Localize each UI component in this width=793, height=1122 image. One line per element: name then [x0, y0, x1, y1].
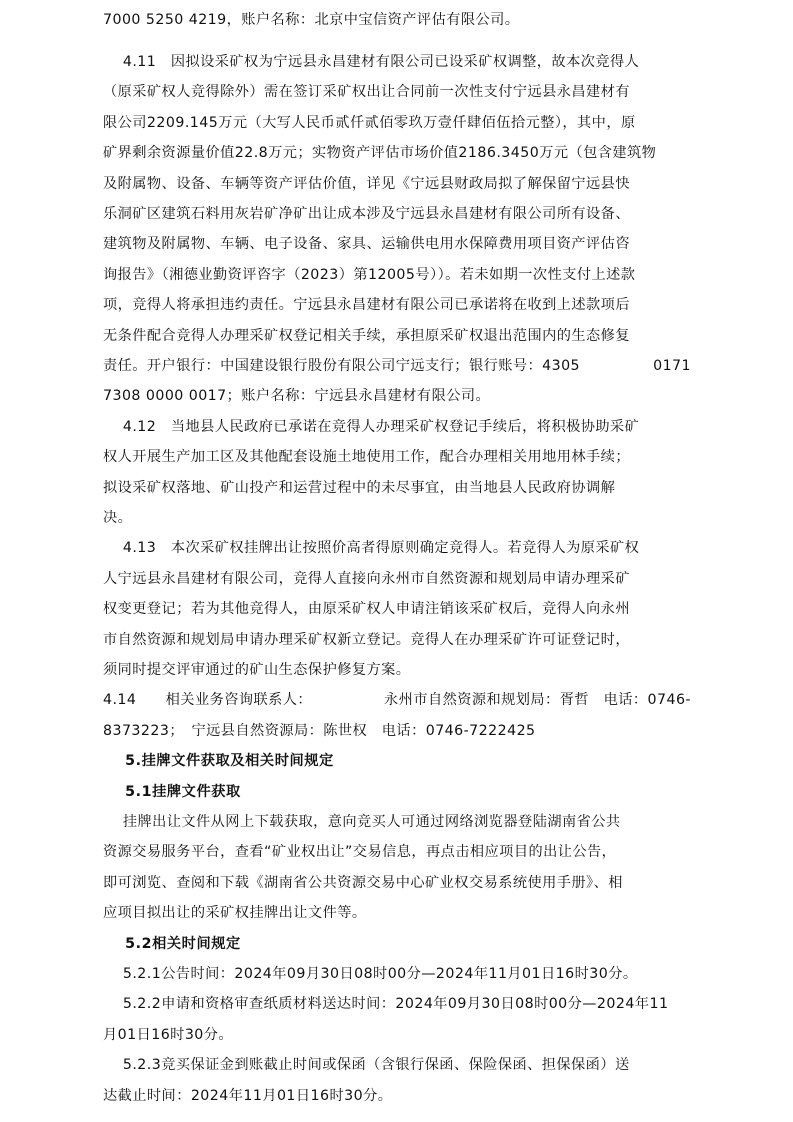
paragraph-line: 拟设采矿权落地、矿山投产和运营过程中的未尽事宜，由当地县人民政府协调解: [103, 479, 616, 496]
section-heading: 5.2相关时间规定: [103, 935, 241, 952]
paragraph-line: 5.2.2申请和资格审查纸质材料送达时间：2024年09月30日08时00分—2024年11: [103, 996, 669, 1013]
paragraph-line: 7000 5250 4219，账户名称：北京中宝信资产评估有限公司。: [103, 12, 520, 28]
paragraph-line: 应项目拟出让的采矿权挂牌出让文件等。: [103, 905, 367, 922]
section-heading: 5.1挂牌文件获取: [103, 783, 241, 800]
paragraph-line: 人宁远县永昌建材有限公司，竞得人直接向永州市自然资源和规划局申请办理采矿: [103, 570, 630, 587]
section-heading: 5.挂牌文件获取及相关时间规定: [103, 753, 334, 770]
paragraph-line: 达截止时间：2024年11月01日16时30分。: [103, 1087, 393, 1104]
consult-line: [103, 684, 691, 716]
paragraph-line: 月01日16时30分。: [103, 1026, 234, 1043]
paragraph-line: 询报告》（湘德业勤资评咨字（2023）第12005号））。若未如期一次性支付上述款: [103, 266, 636, 283]
paragraph-line: 4.13 本次采矿权挂牌出让按照价高者得原则确定竞得人。若竞得人为原采矿权: [103, 540, 640, 557]
paragraph-line: 5.2.1公告时间：2024年09月30日08时00分—2024年11月01日16时30分。: [103, 966, 638, 982]
paragraph-line: 项，竞得人将承担违约责任。宁远县永昌建材有限公司已承诺将在收到上述款项后: [103, 297, 630, 314]
paragraph-line: 及附属物、设备、车辆等资产评估价值，详见《宁远县财政局拟了解保留宁远县快: [103, 175, 630, 192]
paragraph-line: （原采矿权人竞得除外）需在签订采矿权出让合同前一次性支付宁远县永昌建材有: [103, 84, 630, 101]
paragraph-line: 4.12 当地县人民政府已承诺在竞得人办理采矿权登记手续后，将积极协助采矿: [103, 418, 640, 435]
paragraph-line: 4.11 因拟设采矿权为宁远县永昌建材有限公司已设采矿权调整，故本次竞得人: [103, 54, 640, 70]
paragraph-line: 决。: [103, 510, 133, 526]
consult-label: 4.14 相关业务咨询联系人：: [103, 692, 313, 709]
paragraph-line: 挂牌出让文件从网上下载获取，意向竞买人可通过网络浏览器登陆湖南省公共: [103, 814, 621, 830]
paragraph-line: 市自然资源和规划局申请办理采矿权新立登记。竞得人在办理采矿许可证登记时，: [103, 631, 630, 648]
paragraph-line: 即可浏览、查阅和下载《湖南省公共资源交易中心矿业权交易系统使用手册》、相: [103, 874, 623, 891]
paragraph-line: 权变更登记；若为其他竞得人，由原采矿权人申请注销该采矿权后，竞得人向永州: [103, 601, 630, 618]
paragraph-line: 限公司2209.145万元（大写人民币贰仟贰佰零玖万壹仟肆佰伍拾元整），其中，原: [103, 114, 636, 131]
paragraph-line: 权人开展生产加工区及其他配套设施土地使用工作，配合办理相关用地用林手续；: [103, 449, 630, 466]
paragraph-line: 乐洞矿区建筑石料用灰岩矿净矿出让成本涉及宁远县永昌建材有限公司所有设备、: [103, 206, 630, 222]
paragraph-line: 资源交易服务平台，查看“矿业权出让”交易信息，再点击相应项目的出让公告，: [103, 844, 617, 861]
bank-account-text: 责任。开户银行：中国建设银行股份有限公司宁远支行；银行账号：4305: [103, 358, 581, 374]
paragraph-line: 5.2.3竞买保证金到账截止时间或保函（含银行保函、保险保函、担保保函）送: [103, 1057, 630, 1074]
paragraph-line: 7308 0000 0017；账户名称：宁远县永昌建材有限公司。: [103, 388, 491, 405]
bank-account-tail: 0171: [653, 358, 691, 374]
paragraph-line: 建筑物及附属物、车辆、电子设备、家具、运输供电用水保障费用项目资产评估咨: [103, 236, 630, 253]
consult-contact: 永州市自然资源和规划局：胥哲 电话：0746-: [384, 692, 691, 709]
paragraph-line: 须同时提交评审通过的矿山生态保护修复方案。: [103, 662, 411, 678]
paragraph-line: 8373223； 宁远县自然资源局：陈世权 电话：0746-7222425: [103, 722, 536, 739]
paragraph-line: 无条件配合竞得人办理采矿权登记相关手续，承担原采矿权退出范围内的生态修复: [103, 327, 630, 344]
paragraph-line: 矿界剩余资源量价值22.8万元；实物资产评估市场价值2186.3450万元（包含建筑物: [103, 145, 657, 162]
bank-account-line: [103, 350, 691, 382]
